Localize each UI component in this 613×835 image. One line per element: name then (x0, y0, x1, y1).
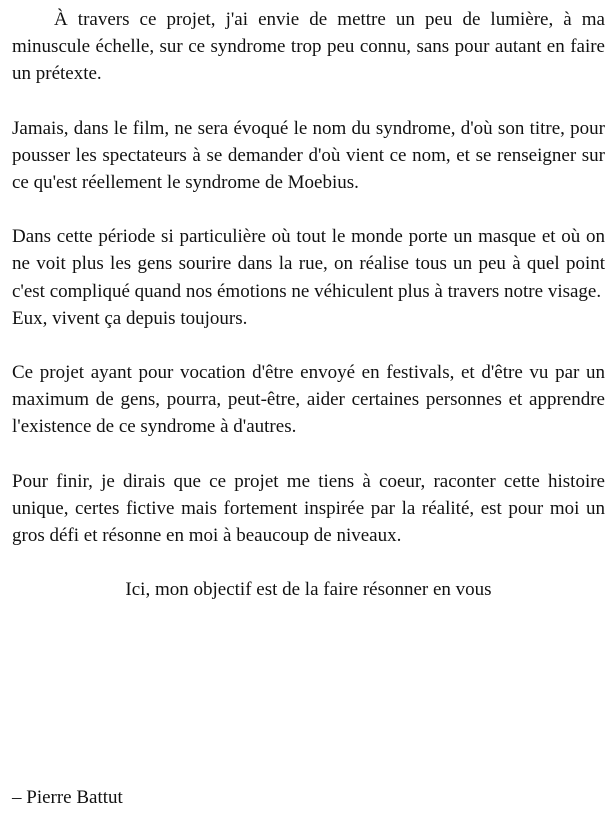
document-body (12, 6, 605, 603)
paragraph-spacer (12, 441, 605, 468)
paragraph-always: Eux, vivent ça depuis toujours. (12, 307, 248, 329)
author-signature: – Pierre Battut (12, 787, 123, 808)
paragraph-festivals: Ce projet ayant pour vocation d'être envoyé en festivals, et d'être vu par un maximum de gens, pourra, peut-être, aider certaines personnes et apprendre l'existence de ce syndrome à d'autres. (12, 362, 605, 438)
paragraph-title-explanation: Jamais, dans le film, ne sera évoqué le nom du syndrome, d'où son titre, pour pousser les spectateurs à se demander d'où vient ce nom, et se renseigner sur ce qu'est réellement le syndrome de Moebius. (12, 117, 605, 194)
paragraph-intro: À travers ce projet, j'ai envie de mettre un peu de lumière, à ma minuscule échelle, sur ce syndrome trop peu connu, sans pour autant en faire un prétexte. (12, 9, 605, 85)
paragraph-masks: Dans cette période si particulière où tout le monde porte un masque et où on ne voit plus les gens sourire dans la rue, on réalise tous un peu à quel point c'est compliqué quand nos émotions ne véhiculent plus à travers notre visage. (12, 226, 605, 302)
paragraph-spacer (12, 196, 605, 223)
paragraph-spacer (12, 549, 605, 576)
closing-line: Ici, mon objectif est de la faire résonner en vous (125, 579, 492, 601)
paragraph-conclusion: Pour finir, je dirais que ce projet me tiens à coeur, raconter cette histoire unique, certes fictive mais fortement inspirée par la réalité, est pour moi un gros défi et résonne en moi à beaucoup de niveaux. (12, 470, 605, 547)
paragraph-spacer (12, 332, 605, 359)
paragraph-spacer (12, 88, 605, 115)
